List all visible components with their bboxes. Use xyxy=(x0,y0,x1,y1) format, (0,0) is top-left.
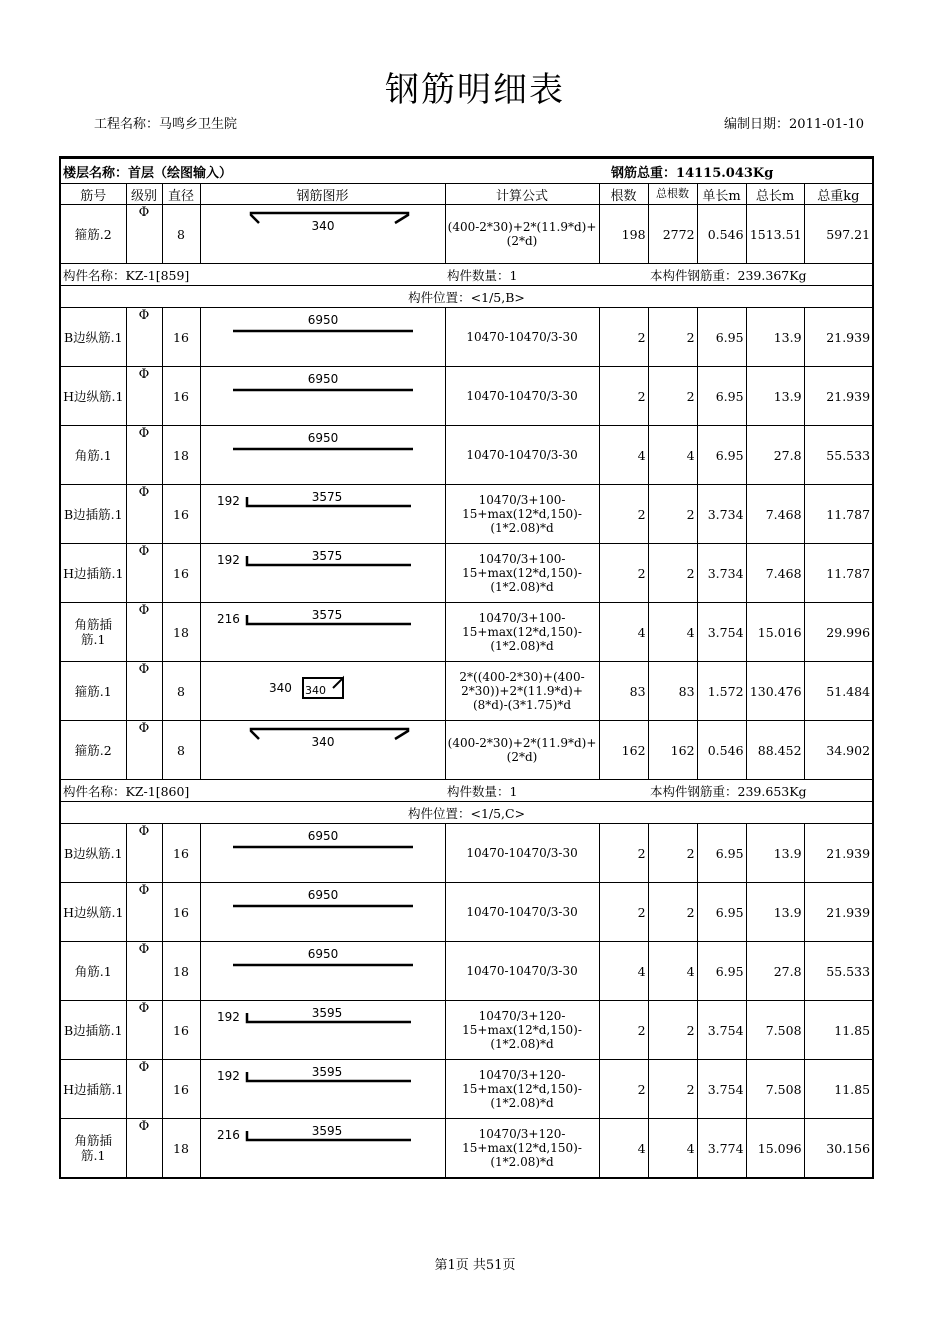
shape-dimension: 340 xyxy=(311,735,334,749)
rebar-total-length: 13.9 xyxy=(746,824,804,883)
rebar-shape-cell xyxy=(200,824,445,883)
rebar-formula: 10470/3+100-15+max(12*d,150)-(1*2.08)*d xyxy=(445,603,599,662)
rebar-total-count: 2 xyxy=(648,308,697,367)
rebar-total-count: 2 xyxy=(648,883,697,942)
floor-name: 楼层名称：首层（绘图输入） xyxy=(60,158,599,184)
rebar-grade: Φ xyxy=(126,883,162,942)
rebar-shape-cell xyxy=(200,883,445,942)
rebar-grade: Φ xyxy=(126,1060,162,1119)
rebar-count: 162 xyxy=(599,721,648,780)
rebar-shape-cell xyxy=(200,1060,445,1119)
page-title: 钢筋明细表 xyxy=(385,70,565,110)
shape-dimension: 3595 xyxy=(311,1006,342,1020)
rebar-total-length: 7.508 xyxy=(746,1001,804,1060)
rebar-shape-drawing xyxy=(203,367,446,425)
rebar-count: 2 xyxy=(599,1060,648,1119)
shape-dimension: 340 xyxy=(311,219,334,233)
rebar-diameter: 16 xyxy=(162,367,200,426)
column-header-row xyxy=(60,184,873,205)
rebar-total-count: 2 xyxy=(648,544,697,603)
rebar-name: H边纵筋.1 xyxy=(60,367,126,426)
floor-total-weight: 钢筋总重：14115.043Kg xyxy=(599,158,873,184)
rebar-formula: 10470/3+100-15+max(12*d,150)-(1*2.08)*d xyxy=(445,544,599,603)
header-count: 根数 xyxy=(599,184,648,205)
table-row xyxy=(60,1060,873,1119)
rebar-count: 2 xyxy=(599,544,648,603)
rebar-unit-length: 0.546 xyxy=(697,721,746,780)
table-row xyxy=(60,1001,873,1060)
rebar-shape-cell xyxy=(200,544,445,603)
rebar-shape-drawing xyxy=(203,942,446,1000)
rebar-unit-length: 3.734 xyxy=(697,544,746,603)
rebar-formula: 10470-10470/3-30 xyxy=(445,942,599,1001)
rebar-shape-cell xyxy=(200,662,445,721)
rebar-weight: 29.996 xyxy=(804,603,873,662)
shape-dimension: 3595 xyxy=(311,1124,342,1138)
rebar-name: H边插筋.1 xyxy=(60,544,126,603)
header-grade: 级别 xyxy=(126,184,162,205)
rebar-formula: 10470/3+120-15+max(12*d,150)-(1*2.08)*d xyxy=(445,1119,599,1179)
shape-dimension: 6950 xyxy=(307,431,338,445)
rebar-name: B边纵筋.1 xyxy=(60,308,126,367)
shape-dimension: 3575 xyxy=(311,490,342,504)
shape-dimension: 3575 xyxy=(311,608,342,622)
rebar-name: 箍筋.2 xyxy=(60,721,126,780)
rebar-total-length: 7.468 xyxy=(746,485,804,544)
rebar-name: 角筋.1 xyxy=(60,942,126,1001)
rebar-grade: Φ xyxy=(126,824,162,883)
rebar-weight: 21.939 xyxy=(804,367,873,426)
rebar-formula: 10470/3+100-15+max(12*d,150)-(1*2.08)*d xyxy=(445,485,599,544)
rebar-count: 83 xyxy=(599,662,648,721)
rebar-weight: 597.21 xyxy=(804,205,873,264)
table-row xyxy=(60,205,873,264)
rebar-shape-cell xyxy=(200,308,445,367)
rebar-weight: 21.939 xyxy=(804,308,873,367)
rebar-unit-length: 6.95 xyxy=(697,883,746,942)
component-quantity: 构件数量：1 xyxy=(445,780,648,802)
header-formula: 计算公式 xyxy=(445,184,599,205)
header-total-length: 总长m xyxy=(746,184,804,205)
rebar-shape-cell xyxy=(200,367,445,426)
compile-date: 编制日期：2011-01-10 xyxy=(724,117,864,132)
rebar-grade: Φ xyxy=(126,205,162,264)
rebar-weight: 34.902 xyxy=(804,721,873,780)
rebar-diameter: 16 xyxy=(162,824,200,883)
rebar-unit-length: 3.754 xyxy=(697,1060,746,1119)
rebar-weight: 55.533 xyxy=(804,942,873,1001)
rebar-grade: Φ xyxy=(126,544,162,603)
rebar-diameter: 16 xyxy=(162,883,200,942)
rebar-total-length: 27.8 xyxy=(746,426,804,485)
rebar-total-count: 2 xyxy=(648,824,697,883)
rebar-total-count: 2 xyxy=(648,485,697,544)
table-row xyxy=(60,1119,873,1179)
rebar-total-length: 130.476 xyxy=(746,662,804,721)
rebar-count: 2 xyxy=(599,485,648,544)
rebar-total-count: 4 xyxy=(648,1119,697,1179)
shape-dimension: 3595 xyxy=(311,1065,342,1079)
rebar-shape-cell xyxy=(200,942,445,1001)
rebar-diameter: 18 xyxy=(162,1119,200,1179)
rebar-diameter: 8 xyxy=(162,205,200,264)
rebar-formula: (400-2*30)+2*(11.9*d)+(2*d) xyxy=(445,205,599,264)
rebar-count: 4 xyxy=(599,1119,648,1179)
rebar-diameter: 16 xyxy=(162,544,200,603)
rebar-formula: 10470/3+120-15+max(12*d,150)-(1*2.08)*d xyxy=(445,1060,599,1119)
rebar-name: 箍筋.1 xyxy=(60,662,126,721)
shape-dimension: 6950 xyxy=(307,888,338,902)
rebar-total-count: 4 xyxy=(648,426,697,485)
floor-header-row xyxy=(60,158,873,184)
table-row xyxy=(60,544,873,603)
rebar-name: B边纵筋.1 xyxy=(60,824,126,883)
rebar-total-count: 2 xyxy=(648,1001,697,1060)
header-weight: 总重kg xyxy=(804,184,873,205)
component-weight: 本构件钢筋重：239.653Kg xyxy=(648,780,873,802)
rebar-diameter: 8 xyxy=(162,721,200,780)
rebar-count: 2 xyxy=(599,883,648,942)
rebar-name: H边插筋.1 xyxy=(60,1060,126,1119)
rebar-total-length: 7.468 xyxy=(746,544,804,603)
rebar-shape-drawing xyxy=(203,883,446,941)
rebar-shape-drawing xyxy=(203,1001,446,1059)
rebar-shape-drawing xyxy=(203,1060,446,1118)
shape-dimension: 6950 xyxy=(307,372,338,386)
rebar-diameter: 16 xyxy=(162,1001,200,1060)
rebar-schedule-table xyxy=(59,156,874,1179)
rebar-unit-length: 6.95 xyxy=(697,942,746,1001)
rebar-diameter: 8 xyxy=(162,662,200,721)
page-footer: 第1页 共51页 xyxy=(434,1258,516,1273)
rebar-weight: 55.533 xyxy=(804,426,873,485)
rebar-formula: 10470-10470/3-30 xyxy=(445,883,599,942)
rebar-total-length: 7.508 xyxy=(746,1060,804,1119)
shape-hook-dimension: 192 xyxy=(216,494,240,508)
header-no: 筋号 xyxy=(60,184,126,205)
rebar-shape-drawing xyxy=(203,308,446,366)
rebar-grade: Φ xyxy=(126,1001,162,1060)
header-total-count: 总根数 xyxy=(648,184,697,205)
shape-dimension: 6950 xyxy=(307,829,338,843)
rebar-diameter: 18 xyxy=(162,942,200,1001)
table-row xyxy=(60,824,873,883)
rebar-shape-cell xyxy=(200,1119,445,1179)
rebar-shape-drawing xyxy=(203,485,446,543)
shape-dimension: 6950 xyxy=(307,313,338,327)
shape-line xyxy=(333,678,343,688)
rebar-weight: 30.156 xyxy=(804,1119,873,1179)
rebar-grade: Φ xyxy=(126,485,162,544)
table-row xyxy=(60,426,873,485)
rebar-count: 2 xyxy=(599,308,648,367)
rebar-name: 角筋插筋.1 xyxy=(60,1119,126,1179)
header-shape: 钢筋图形 xyxy=(200,184,445,205)
rebar-shape-drawing xyxy=(203,662,446,720)
rebar-formula: 10470-10470/3-30 xyxy=(445,824,599,883)
rebar-total-count: 2 xyxy=(648,1060,697,1119)
shape-dimension: 340 xyxy=(268,681,292,695)
rebar-total-length: 13.9 xyxy=(746,367,804,426)
component-weight: 本构件钢筋重：239.367Kg xyxy=(648,264,873,286)
table-row xyxy=(60,721,873,780)
rebar-formula: 10470-10470/3-30 xyxy=(445,367,599,426)
rebar-total-length: 13.9 xyxy=(746,308,804,367)
rebar-shape-cell xyxy=(200,603,445,662)
rebar-total-length: 15.096 xyxy=(746,1119,804,1179)
rebar-shape-drawing xyxy=(203,205,446,263)
table-row xyxy=(60,308,873,367)
shape-hook-dimension: 192 xyxy=(216,1010,240,1024)
rebar-total-length: 1513.51 xyxy=(746,205,804,264)
shape-hook-dimension: 192 xyxy=(216,1069,240,1083)
rebar-name: B边插筋.1 xyxy=(60,485,126,544)
rebar-name: 角筋.1 xyxy=(60,426,126,485)
rebar-diameter: 16 xyxy=(162,308,200,367)
rebar-unit-length: 3.754 xyxy=(697,603,746,662)
header-unit-length: 单长m xyxy=(697,184,746,205)
rebar-formula: 10470-10470/3-30 xyxy=(445,426,599,485)
rebar-weight: 11.787 xyxy=(804,544,873,603)
component-position-row xyxy=(60,286,873,308)
rebar-grade: Φ xyxy=(126,426,162,485)
rebar-shape-drawing xyxy=(203,721,446,779)
rebar-shape-drawing xyxy=(203,603,446,661)
rebar-total-count: 4 xyxy=(648,603,697,662)
rebar-grade: Φ xyxy=(126,308,162,367)
rebar-total-count: 83 xyxy=(648,662,697,721)
component-info-row xyxy=(60,780,873,802)
rebar-total-count: 4 xyxy=(648,942,697,1001)
rebar-shape-cell xyxy=(200,1001,445,1060)
rebar-shape-drawing xyxy=(203,544,446,602)
header-diameter: 直径 xyxy=(162,184,200,205)
rebar-total-count: 2 xyxy=(648,367,697,426)
component-position: 构件位置：<1/5,B> xyxy=(60,286,873,308)
table-row xyxy=(60,662,873,721)
rebar-shape-drawing xyxy=(203,426,446,484)
rebar-grade: Φ xyxy=(126,367,162,426)
rebar-diameter: 16 xyxy=(162,485,200,544)
rebar-name: 箍筋.2 xyxy=(60,205,126,264)
rebar-total-length: 15.016 xyxy=(746,603,804,662)
rebar-grade: Φ xyxy=(126,603,162,662)
rebar-weight: 11.787 xyxy=(804,485,873,544)
rebar-unit-length: 1.572 xyxy=(697,662,746,721)
rebar-count: 4 xyxy=(599,942,648,1001)
rebar-total-count: 2772 xyxy=(648,205,697,264)
component-quantity: 构件数量：1 xyxy=(445,264,648,286)
rebar-shape-cell xyxy=(200,205,445,264)
component-name: 构件名称：KZ-1[860] xyxy=(60,780,445,802)
rebar-diameter: 16 xyxy=(162,1060,200,1119)
rebar-formula: 10470-10470/3-30 xyxy=(445,308,599,367)
rebar-formula: 10470/3+120-15+max(12*d,150)-(1*2.08)*d xyxy=(445,1001,599,1060)
rebar-name: 角筋插筋.1 xyxy=(60,603,126,662)
project-name: 工程名称：马鸣乡卫生院 xyxy=(94,117,238,132)
table-row xyxy=(60,603,873,662)
rebar-formula: 2*((400-2*30)+(400-2*30))+2*(11.9*d)+(8*d)-(3*1.75)*d xyxy=(445,662,599,721)
rebar-unit-length: 6.95 xyxy=(697,426,746,485)
table-row xyxy=(60,942,873,1001)
rebar-unit-length: 6.95 xyxy=(697,308,746,367)
rebar-total-length: 27.8 xyxy=(746,942,804,1001)
table-row xyxy=(60,485,873,544)
rebar-unit-length: 3.754 xyxy=(697,1001,746,1060)
rebar-grade: Φ xyxy=(126,1119,162,1179)
rebar-count: 198 xyxy=(599,205,648,264)
rebar-count: 2 xyxy=(599,367,648,426)
table-row xyxy=(60,883,873,942)
rebar-shape-cell xyxy=(200,485,445,544)
rebar-shape-drawing xyxy=(203,824,446,882)
rebar-unit-length: 6.95 xyxy=(697,824,746,883)
rebar-shape-cell xyxy=(200,426,445,485)
rebar-count: 4 xyxy=(599,603,648,662)
rebar-diameter: 18 xyxy=(162,603,200,662)
rebar-diameter: 18 xyxy=(162,426,200,485)
shape-dimension: 6950 xyxy=(307,947,338,961)
rebar-weight: 21.939 xyxy=(804,824,873,883)
rebar-name: H边纵筋.1 xyxy=(60,883,126,942)
shape-hook-dimension: 192 xyxy=(216,553,240,567)
rebar-total-count: 162 xyxy=(648,721,697,780)
rebar-unit-length: 0.546 xyxy=(697,205,746,264)
rebar-total-length: 13.9 xyxy=(746,883,804,942)
rebar-unit-length: 3.734 xyxy=(697,485,746,544)
rebar-total-length: 88.452 xyxy=(746,721,804,780)
rebar-grade: Φ xyxy=(126,942,162,1001)
shape-dimension: 3575 xyxy=(311,549,342,563)
rebar-weight: 11.85 xyxy=(804,1001,873,1060)
shape-hook-dimension: 216 xyxy=(216,1128,240,1142)
rebar-formula: (400-2*30)+2*(11.9*d)+(2*d) xyxy=(445,721,599,780)
rebar-shape-cell xyxy=(200,721,445,780)
table-row xyxy=(60,367,873,426)
shape-hook-dimension: 216 xyxy=(216,612,240,626)
rebar-count: 2 xyxy=(599,1001,648,1060)
rebar-unit-length: 3.774 xyxy=(697,1119,746,1179)
rebar-count: 4 xyxy=(599,426,648,485)
component-info-row xyxy=(60,264,873,286)
rebar-count: 2 xyxy=(599,824,648,883)
rebar-weight: 11.85 xyxy=(804,1060,873,1119)
rebar-weight: 21.939 xyxy=(804,883,873,942)
rebar-grade: Φ xyxy=(126,721,162,780)
rebar-name: B边插筋.1 xyxy=(60,1001,126,1060)
component-name: 构件名称：KZ-1[859] xyxy=(60,264,445,286)
component-position: 构件位置：<1/5,C> xyxy=(60,802,873,824)
rebar-unit-length: 6.95 xyxy=(697,367,746,426)
rebar-weight: 51.484 xyxy=(804,662,873,721)
rebar-shape-drawing xyxy=(203,1119,446,1177)
rebar-grade: Φ xyxy=(126,662,162,721)
component-position-row xyxy=(60,802,873,824)
shape-box-dimension: 340 xyxy=(304,684,326,697)
